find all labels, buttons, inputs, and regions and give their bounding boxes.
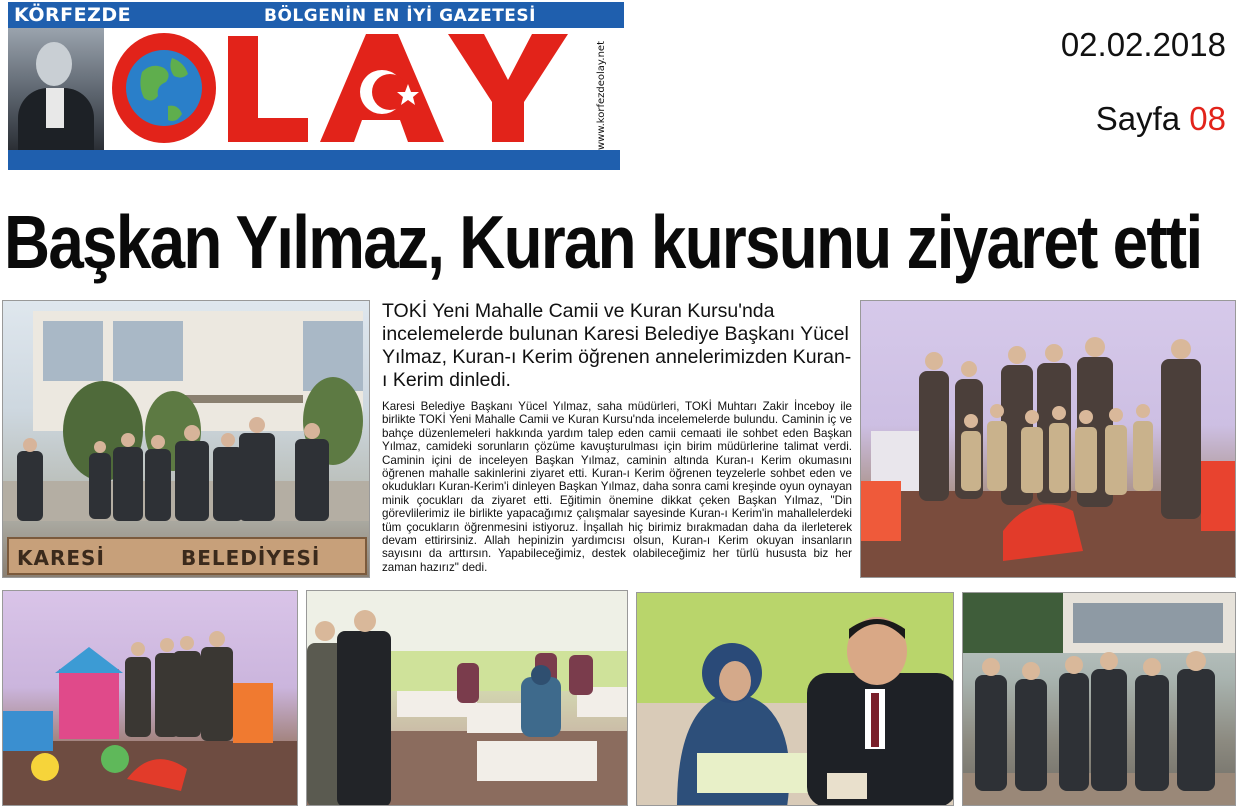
article-photo-building-officials	[2, 300, 370, 578]
masthead-website: www.korfezdeolay.net	[596, 41, 607, 150]
article-headline: Başkan Yılmaz, Kuran kursunu ziyaret etti	[4, 200, 1202, 284]
article-body-text: Karesi Belediye Başkanı Yücel Yılmaz, saha müdürleri, TOKİ Muhtarı Zakir İnceboy ile birlikte TOKİ Yeni Mahalle Camii ve Kuran Kursu'nda incelemelerde bulundu. Caminin iç ve bahçe düzenlemeleri hakkında yardım talep eden camii cemaati ile sohbet eden Başkan Yılmaz, camideki sorunların çözüme kavuşturulması için birim müdürlerine talimat verdi. Caminin içini de inceleyen Başkan Yılmaz, caminin altında Kuran-ı Kerim okumasını öğrenen mahalle sakinlerini ziyaret etti. Kuran-ı Kerim öğrenen teyzelerle sohbet eden ve okudukları Kuran-Kerim'i dinleyen Başkan Yılmaz, daha sonra cami kreşinde oyun oynayan minik çocukları da ziyaret etti. Eğitimin önemine dikkat çeken Başkan Yılmaz, "Din görevlilerimiz ile birlikte yapacağımız çalışmalar sayesinde Kuran-ı Kerim'in mahallelerdeki tüm çocukların öğrenmesini istiyoruz. İnşallah hiç birimiz bırakmadan daha da ilerleterek devam ettirirsiniz. Allah hepinizin yardımcısı olsun, Kuran-ı Kerim okuyan insanların sayısını da arttırsın. Yapabileceğimiz, destek olabileceğimiz her türlü hususta biz her zaman hazırız" dedi.	[382, 400, 852, 574]
globe-icon	[126, 50, 202, 126]
article-photo-woman-reading	[636, 592, 954, 806]
article-photo-group-children	[860, 300, 1236, 578]
article-photo-quran-class	[306, 590, 628, 806]
masthead-region-text: KÖRFEZDE	[14, 4, 132, 26]
publication-date: 02.02.2018	[1060, 26, 1226, 63]
article-photo-kindergarten	[2, 590, 298, 806]
page-label-text: Sayfa	[1095, 100, 1181, 137]
masthead-top-bar	[8, 2, 624, 28]
newspaper-masthead	[8, 2, 624, 170]
article-lead-paragraph: TOKİ Yeni Mahalle Camii ve Kuran Kursu'nda incelemelerde bulunan Karesi Belediye Başkanı Yücel Yılmaz, Kuran-ı Kerim öğrenen annelerimizden Kuran-ı Kerim dinledi.	[382, 300, 852, 391]
karesi-belediyesi-sign	[7, 537, 367, 575]
article-photo-group-outside	[962, 592, 1236, 806]
sign-text-left: KARESİ	[17, 546, 105, 570]
olay-logo	[108, 28, 618, 150]
portrait-image	[8, 28, 104, 150]
page-number	[1096, 100, 1226, 138]
sign-text-right: BELEDİYESİ	[181, 546, 321, 570]
masthead-slogan: BÖLGENİN EN İYİ GAZETESİ	[264, 6, 536, 26]
masthead-body	[8, 28, 624, 150]
page-number-value: 08	[1189, 100, 1226, 137]
masthead-bottom-bar	[8, 150, 620, 170]
